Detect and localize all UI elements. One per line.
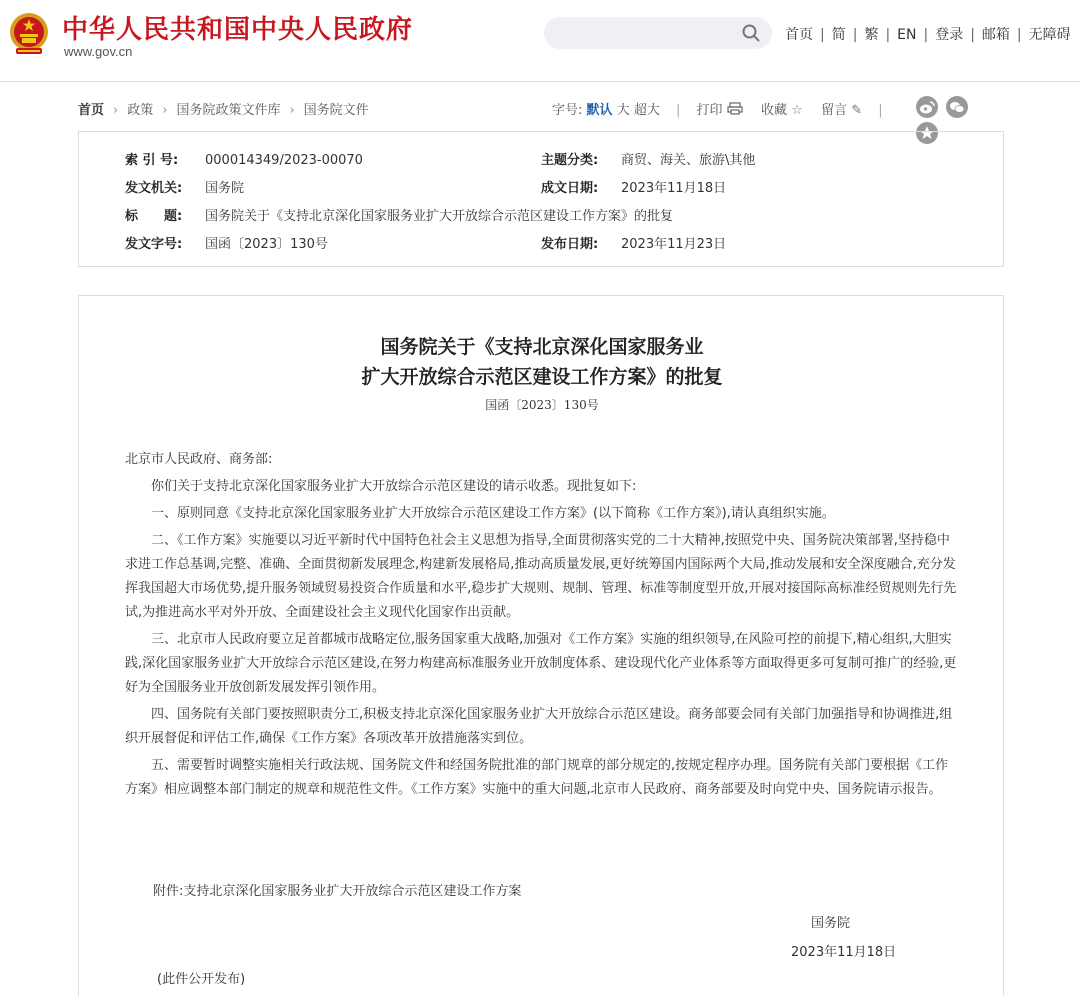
font-size-large[interactable]: 大	[616, 103, 630, 118]
written-date-label: 成文日期:	[541, 181, 599, 196]
nav-traditional[interactable]: 繁	[864, 27, 879, 43]
font-size-default[interactable]: 默认	[586, 103, 613, 118]
nav-login[interactable]: 登录	[935, 27, 964, 43]
nav-english[interactable]: EN	[897, 27, 917, 43]
article-body	[125, 448, 961, 805]
paragraph: 五、需要暂时调整实施相关行政法规、国务院文件和经国务院批准的部门规章的部分规定的,按规定程序办理。国务院有关部门要根据《工作方案》相应调整本部门制定的规章和规范性文件。《工作方案》实施中的重大问题,北京市人民政府、商务部要及时向党中央、国务院请示报告。	[125, 758, 949, 797]
pencil-icon: ✎	[851, 103, 863, 118]
title-label: 标 题:	[125, 209, 183, 224]
doc-number-label: 发文字号:	[125, 237, 183, 252]
breadcrumb-policy[interactable]: 政策	[127, 103, 154, 118]
doc-number-value: 国函〔2023〕130号	[205, 237, 328, 252]
article-title-line-2: 扩大开放综合示范区建设工作方案》的批复	[361, 366, 723, 388]
signer: 国务院	[811, 916, 851, 931]
wechat-icon[interactable]	[946, 96, 968, 118]
comment-label: 留言	[821, 103, 848, 118]
publish-date-value: 2023年11月23日	[621, 237, 727, 252]
category-row	[541, 149, 755, 168]
nav-accessibility[interactable]: 无障碍	[1028, 27, 1071, 43]
star-outline-icon: ☆	[791, 103, 803, 118]
signature-date: 2023年11月18日	[791, 945, 897, 960]
written-date-row	[541, 177, 726, 196]
issuer-row	[125, 177, 244, 196]
search-icon[interactable]	[742, 24, 760, 42]
paragraph: 三、北京市人民政府要立足首都城市战略定位,服务国家重大战略,加强对《工作方案》实施的组织领导,在风险可控的前提下,精心组织,大胆实践,深化国家服务业扩大开放综合示范区建设,在努力构建高标准服务业开放制度体系、建设现代化产业体系等方面取得更多可复制可推广的经验,更好为全国服务业开放创新发展发挥引领作用。	[125, 632, 957, 695]
article-title-line-1: 国务院关于《支持北京深化国家服务业	[380, 336, 704, 358]
issuer-label: 发文机关:	[125, 181, 183, 196]
article-doc-number: 国函〔2023〕130号	[485, 398, 599, 412]
comment-button[interactable]	[821, 103, 862, 118]
page-tools	[552, 99, 895, 118]
nav-divider: |	[852, 27, 858, 43]
search-input[interactable]	[544, 17, 772, 49]
printer-icon	[727, 102, 743, 115]
breadcrumb-home[interactable]: 首页	[78, 103, 105, 118]
national-emblem-icon[interactable]	[8, 10, 50, 58]
publish-date-row	[541, 233, 726, 252]
index-value: 000014349/2023-00070	[205, 153, 363, 168]
chevron-right-icon: ›	[162, 103, 168, 118]
article	[78, 295, 1004, 996]
publish-date-label: 发布日期:	[541, 237, 599, 252]
tools-divider: |	[676, 103, 681, 118]
nav-simplified[interactable]: 简	[831, 27, 846, 43]
publish-note: (此件公开发布)	[157, 972, 246, 987]
doc-number-row	[125, 233, 328, 252]
font-size-xlarge[interactable]: 超大	[633, 103, 660, 118]
document-metadata	[78, 131, 1004, 267]
nav-home[interactable]: 首页	[785, 27, 813, 43]
nav-divider: |	[885, 27, 891, 43]
nav-divider: |	[820, 27, 825, 43]
paragraph: 你们关于支持北京深化国家服务业扩大开放综合示范区建设的请示收悉。现批复如下:	[151, 479, 637, 494]
print-button[interactable]	[697, 103, 747, 118]
nav-divider: |	[970, 27, 975, 43]
attachment-link[interactable]: 附件:支持北京深化国家服务业扩大开放综合示范区建设工作方案	[153, 884, 522, 899]
article-title	[79, 332, 1005, 392]
nav-mail[interactable]: 邮箱	[981, 27, 1010, 43]
site-url[interactable]: www.gov.cn	[64, 44, 133, 59]
chevron-right-icon: ›	[289, 103, 295, 118]
print-label: 打印	[696, 103, 723, 118]
weibo-icon[interactable]	[916, 96, 938, 118]
index-label: 索 引 号:	[125, 153, 179, 168]
breadcrumb-policy-library[interactable]: 国务院政策文件库	[176, 103, 281, 118]
top-nav	[785, 24, 1071, 44]
site-header	[0, 0, 1080, 82]
written-date-value: 2023年11月18日	[621, 181, 727, 196]
issuer-value: 国务院	[205, 181, 245, 196]
nav-divider: |	[923, 27, 929, 43]
breadcrumb-bar	[78, 92, 1004, 122]
favorite-button[interactable]	[761, 103, 803, 118]
font-size-label: 字号:	[552, 103, 583, 118]
nav-divider: |	[1016, 27, 1022, 43]
tools-divider: |	[878, 103, 883, 118]
paragraph: 四、国务院有关部门要按照职责分工,积极支持北京深化国家服务业扩大开放综合示范区建设。商务部要会同有关部门加强指导和协调推进,组织开展督促和评估工作,确保《工作方案》各项改革开放措施落实到位。	[125, 707, 953, 746]
salutation: 北京市人民政府、商务部:	[125, 452, 273, 467]
site-title[interactable]: 中华人民共和国中央人民政府	[62, 15, 414, 45]
chevron-right-icon: ›	[113, 103, 119, 118]
title-row	[125, 205, 673, 224]
paragraph: 二、《工作方案》实施要以习近平新时代中国特色社会主义思想为指导,全面贯彻落实党的二十大精神,按照党中央、国务院决策部署,坚持稳中求进工作总基调,完整、准确、全面贯彻新发展理念,构建新发展格局,推动高质量发展,更好统筹国内国际两个大局,推动发展和安全深度融合,充分发挥我国超大市场优势,提升服务领域贸易投资合作质量和水平,稳步扩大规则、规制、管理、标准等制度型开放,开展对接国际高标准经贸规则先行先试,为推进高水平对外开放、全面建设社会主义现代化国家作出贡献。	[125, 533, 957, 620]
breadcrumb	[78, 99, 369, 118]
breadcrumb-state-council-docs[interactable]: 国务院文件	[303, 103, 369, 118]
category-value: 商贸、海关、旅游\其他	[621, 153, 756, 168]
favorite-label: 收藏	[760, 103, 787, 118]
title-value: 国务院关于《支持北京深化国家服务业扩大开放综合示范区建设工作方案》的批复	[205, 209, 674, 224]
paragraph: 一、原则同意《支持北京深化国家服务业扩大开放综合示范区建设工作方案》(以下简称《工作方案》),请认真组织实施。	[151, 506, 835, 521]
index-row	[125, 149, 363, 168]
category-label: 主题分类:	[541, 153, 599, 168]
